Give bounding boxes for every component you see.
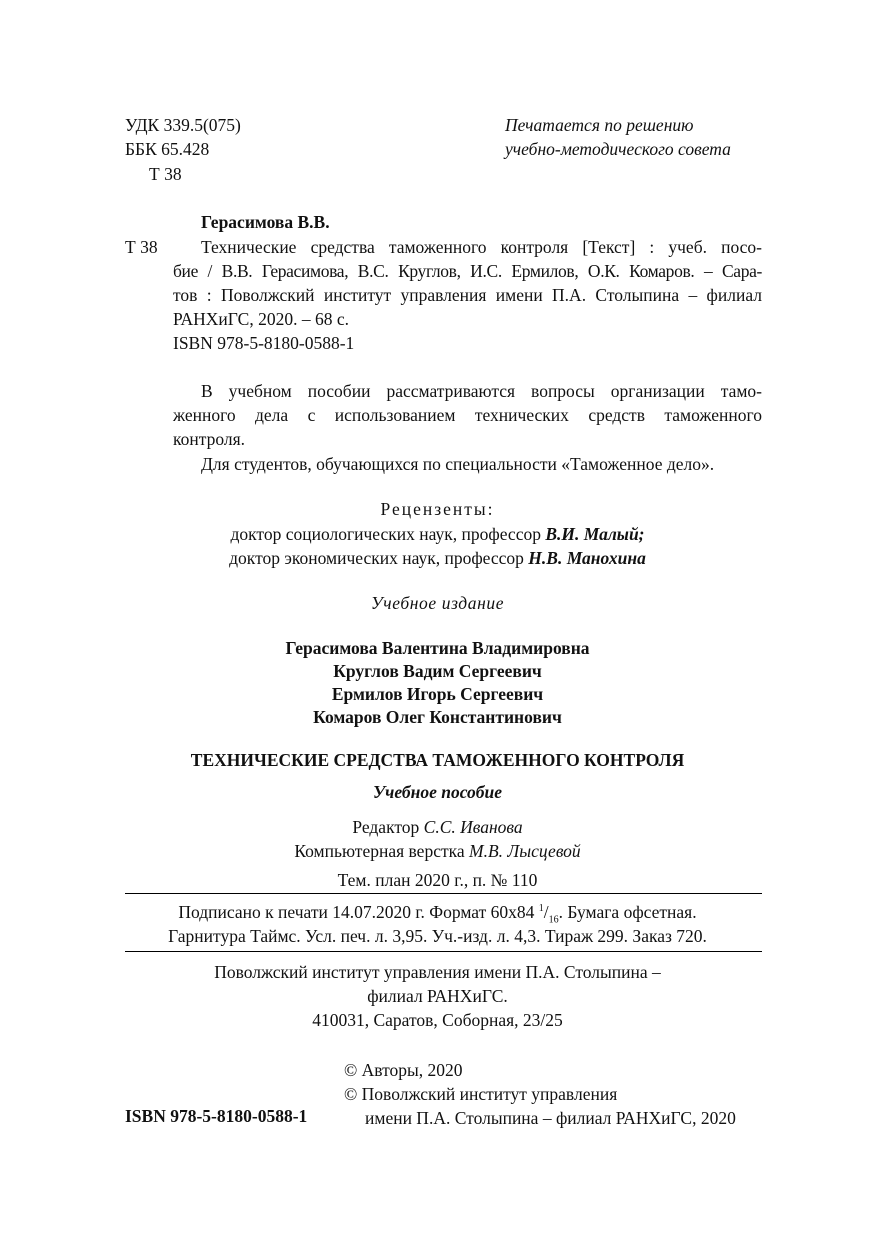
book-title: ТЕХНИЧЕСКИЕ СРЕДСТВА ТАМОЖЕННОГО КОНТРОЛЯ [190,750,685,770]
format-frac-num: 1 [538,903,544,915]
reviewers-title: Рецензенты: [380,499,495,519]
imprint-top-rule [125,893,762,894]
copyright-institute-cont: имени П.А. Столыпина – филиал РАНХиГС, 2020 [365,1108,736,1128]
catalog-line1: Технические средства таможенного контроля [Текст] : учеб. посо- [201,237,762,257]
imprint-line1 [0,901,875,924]
publisher-line1: Поволжский институт управления имени П.А. Столыпина – [214,962,661,982]
imprint-line2: Гарнитура Таймс. Усл. печ. л. 3,95. Уч.-изд. л. 4,3. Тираж 299. Заказ 720. [168,926,707,946]
copyright-authors: © Авторы, 2020 [344,1060,463,1080]
author-full-3: Ермилов Игорь Сергеевич [331,684,544,704]
book-subtitle: Учебное пособие [372,782,503,802]
isbn-bottom: ISBN 978-5-8180-0588-1 [125,1106,308,1126]
format-frac-slash: / [543,902,549,922]
reviewer-2 [0,547,875,570]
author-full-4: Комаров Олег Константинович [313,707,562,727]
author-full-1: Герасимова Валентина Владимировна [285,638,590,658]
imprint-bottom-rule [125,951,762,952]
layout-line [0,840,875,863]
author-full-2: Круглов Вадим Сергеевич [333,661,542,681]
catalog-line4: РАНХиГС, 2020. – 68 с. [173,309,349,329]
format-frac-den: 16 [548,914,559,926]
reviewer-1-name: В.И. Малый; [545,524,645,544]
publisher-line2: филиал РАНХиГС. [367,986,508,1006]
editor-name: С.С. Иванова [423,817,523,837]
reviewer-1 [0,523,875,546]
imprint-line1-suffix: . Бумага офсетная. [558,902,697,922]
annotation-line1: В учебном пособии рассматриваются вопросы организации тамо- [201,381,762,401]
reviewer-2-name: Н.В. Манохина [528,548,646,568]
reviewer-1-prefix: доктор социологических наук, профессор [230,524,546,544]
copyright-institute: © Поволжский институт управления [344,1084,618,1104]
catalog-author: Герасимова В.В. [201,212,330,232]
publisher-address: 410031, Саратов, Соборная, 23/25 [312,1010,563,1030]
imprint-line1-prefix: Подписано к печати 14.07.2020 г. Формат 60х84 [178,902,539,922]
catalog-line2: бие / В.В. Герасимова, В.С. Круглов, И.С. Ермилов, О.К. Комаров. – Сара- [173,261,762,281]
print-note-line2: учебно-методического совета [505,139,731,159]
layout-label: Компьютерная верстка [294,841,469,861]
catalog-index: Т 38 [125,237,158,257]
reviewer-2-prefix: доктор экономических наук, профессор [229,548,529,568]
bbk-code: ББК 65.428 [125,139,210,159]
editor-line [0,816,875,839]
layout-name: М.В. Лысцевой [469,841,581,861]
annotation-line3: контроля. [173,429,246,449]
udk-code: УДК 339.5(075) [125,115,241,135]
catalog-isbn: ISBN 978-5-8180-0588-1 [173,333,355,353]
annotation-line2: женного дела с использованием технических средств таможенного [173,405,762,425]
print-note-line1: Печатается по решению [505,115,694,135]
edition-type: Учебное издание [370,593,505,613]
annotation-line4: Для студентов, обучающихся по специальности «Таможенное дело». [201,454,715,474]
catalog-line3: тов : Поволжский институт управления имени П.А. Столыпина – филиал [173,285,762,305]
plan-line: Тем. план 2020 г., п. № 110 [337,870,538,890]
author-sign: Т 38 [149,164,182,184]
editor-label: Редактор [352,817,424,837]
